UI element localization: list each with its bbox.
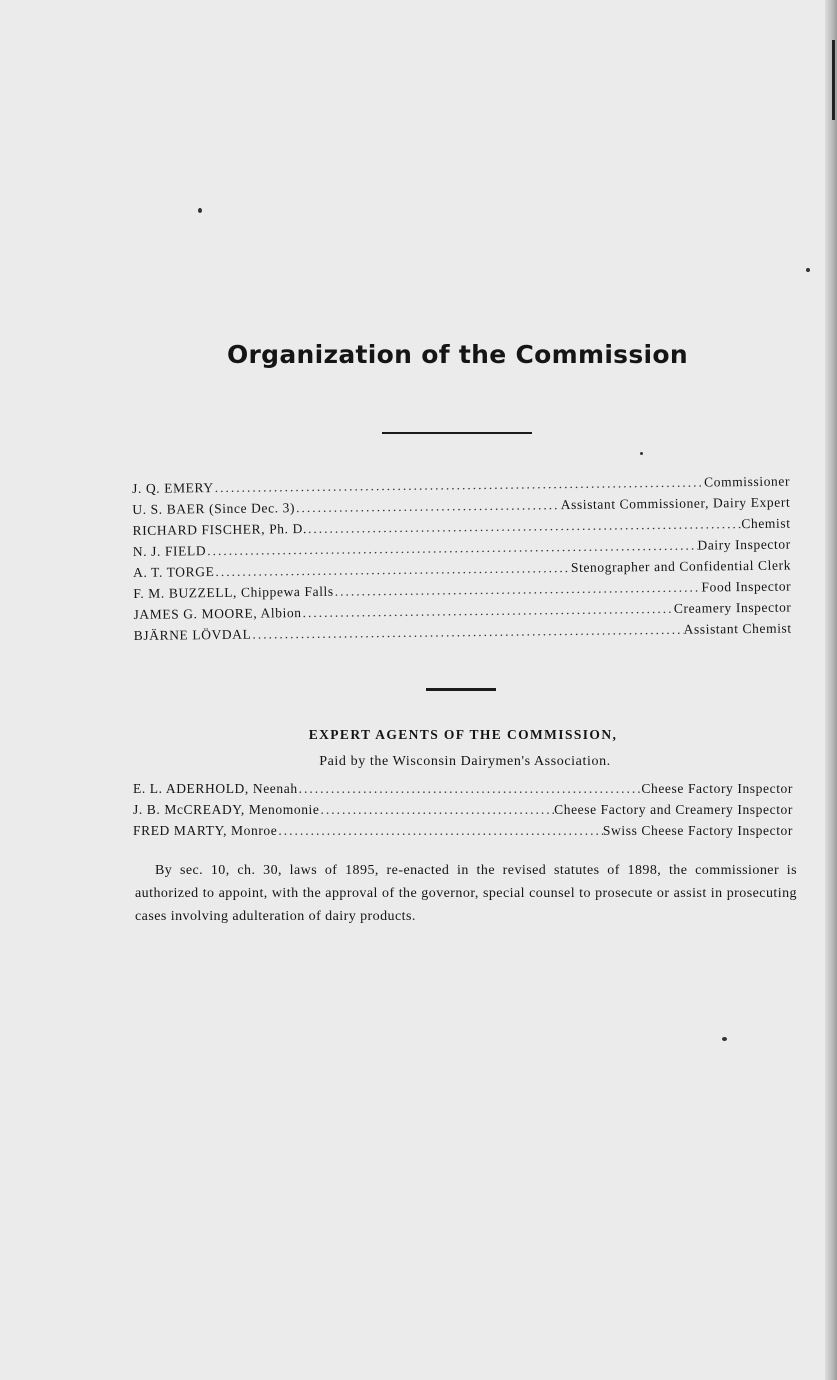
leader-dots xyxy=(334,580,702,600)
staff-role: Assistant Chemist xyxy=(683,620,792,637)
staff-list xyxy=(132,474,792,649)
expert-row xyxy=(133,823,793,844)
expert-name: E. L. ADERHOLD, Neenah xyxy=(133,781,298,796)
staff-role: Creamery Inspector xyxy=(673,599,792,616)
staff-name: RICHARD FISCHER, Ph. D. xyxy=(132,521,307,538)
expert-row xyxy=(133,802,793,823)
leader-dots xyxy=(214,560,571,580)
leader-dots xyxy=(302,601,674,621)
expert-role: Swiss Cheese Factory Inspector xyxy=(602,823,793,838)
leader-dots xyxy=(214,475,705,497)
ink-speck xyxy=(198,208,202,213)
expert-name: J. B. McCREADY, Menomonie xyxy=(133,802,320,817)
staff-role: Assistant Commissioner, Dairy Expert xyxy=(560,494,791,513)
staff-name: J. Q. EMERY xyxy=(132,480,214,496)
expert-role: Cheese Factory Inspector xyxy=(641,781,793,796)
title-divider xyxy=(382,432,532,434)
section-divider xyxy=(426,688,496,691)
leader-dots xyxy=(277,823,603,839)
page-edge-shadow xyxy=(825,0,837,1380)
statute-text: By sec. 10, ch. 30, laws of 1895, re-enacted in the revised statutes of 1898, the commissioner is authorized to appoint, with the approval of the governor, special counsel to prosecute or assist in prosecuting cases involving adulteration of dairy products. xyxy=(135,863,797,924)
statute-paragraph xyxy=(135,859,797,928)
ink-speck xyxy=(640,452,643,455)
expert-row xyxy=(133,781,793,802)
staff-name: A. T. TORGE xyxy=(132,564,215,580)
staff-name: N. J. FIELD xyxy=(132,543,207,559)
staff-name: JAMES G. MOORE, Albion xyxy=(133,605,302,622)
experts-subheading: Paid by the Wisconsin Dairymen's Association. xyxy=(319,754,611,769)
binding-mark xyxy=(832,40,835,120)
staff-name: BJÄRNE LÖVDAL xyxy=(133,626,252,643)
staff-role: Dairy Inspector xyxy=(697,536,791,553)
page-title: Organization of the Commission xyxy=(227,340,688,369)
staff-role: Food Inspector xyxy=(701,578,792,595)
leader-dots xyxy=(298,781,642,797)
staff-role: Chemist xyxy=(741,515,791,532)
ink-speck xyxy=(806,268,810,272)
staff-role: Commissioner xyxy=(704,473,791,490)
leader-dots xyxy=(295,497,561,516)
experts-list xyxy=(133,781,793,844)
staff-name: U. S. BAER (Since Dec. 3) xyxy=(132,500,296,517)
staff-name: F. M. BUZZELL, Chippewa Falls xyxy=(133,583,334,601)
expert-role: Cheese Factory and Creamery Inspector xyxy=(554,802,793,817)
leader-dots xyxy=(320,802,555,818)
expert-name: FRED MARTY, Monroe xyxy=(133,823,278,838)
staff-role: Stenographer and Confidential Clerk xyxy=(570,557,792,576)
ink-speck xyxy=(722,1037,727,1041)
experts-heading: EXPERT AGENTS OF THE COMMISSION, xyxy=(308,727,618,742)
